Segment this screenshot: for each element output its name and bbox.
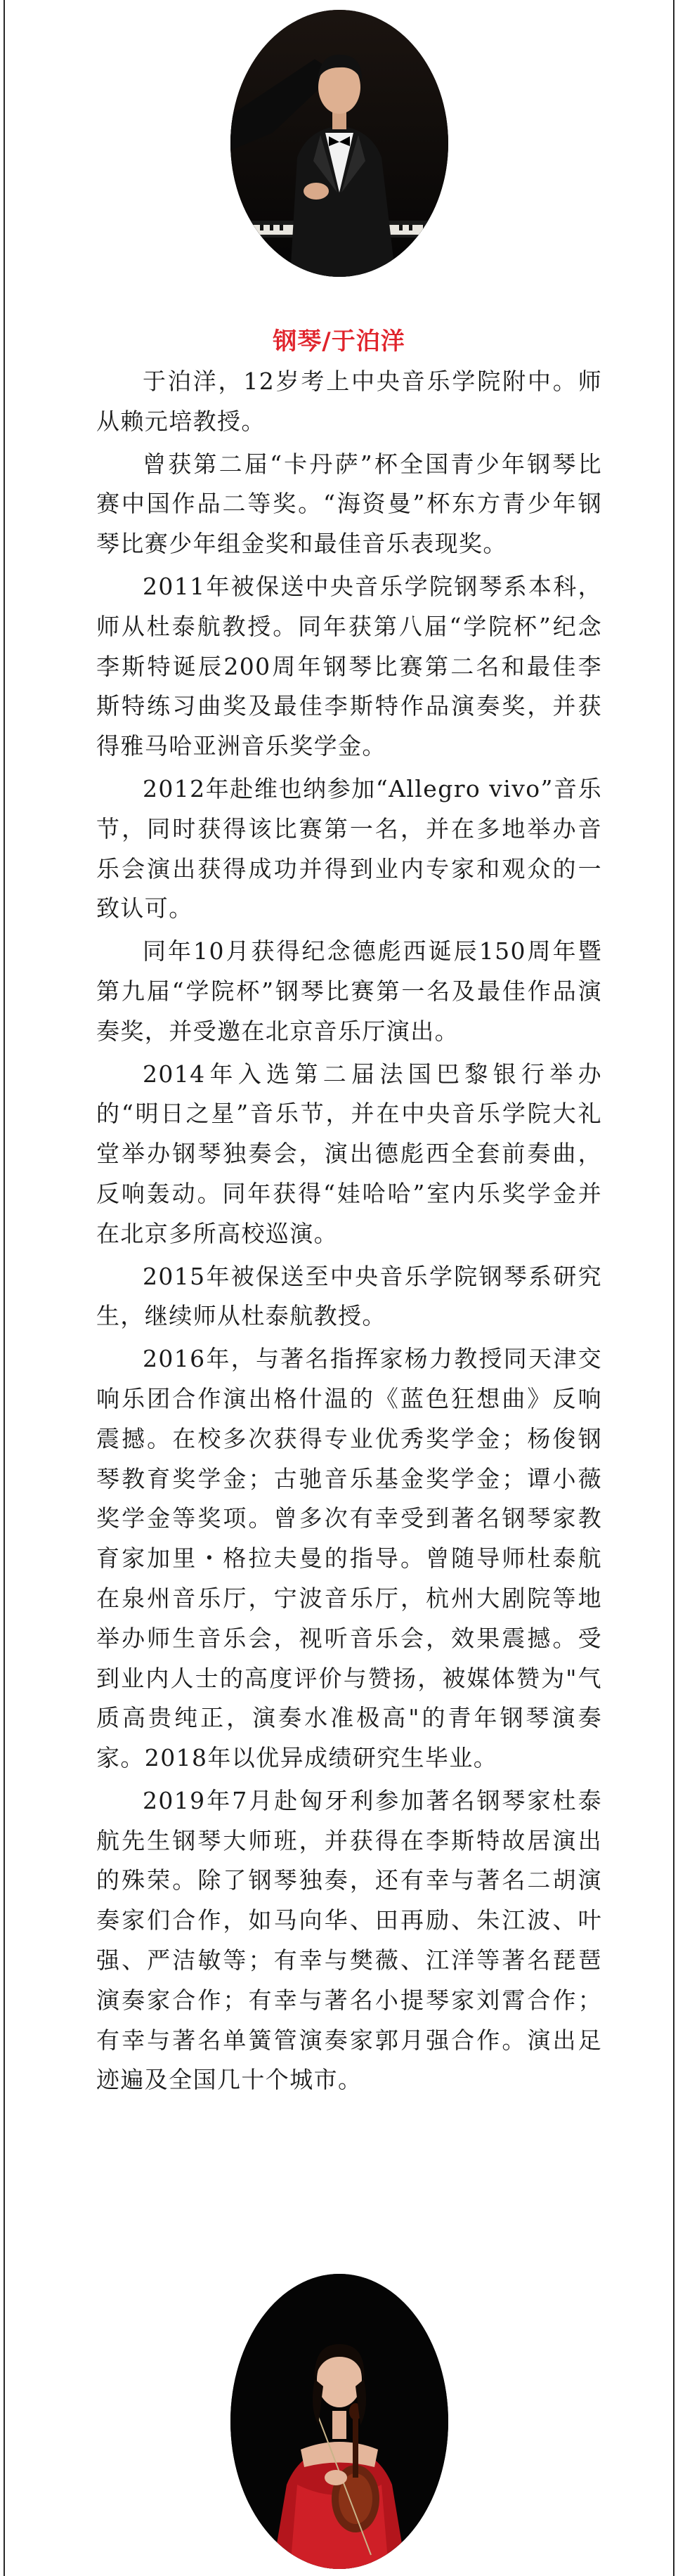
bio-paragraph-9: 2019年7月赴匈牙利参加著名钢琴家杜泰航先生钢琴大师班，并获得在李斯特故居演出的殊荣。除了钢琴独奏，还有幸与著名二胡演奏家们合作，如马向华、田再励、朱江波、叶强、严洁敏等；有幸与樊薇、江洋等著名琵琶演奏家合作；有幸与著名小提琴家刘霄合作；有幸与著名单簧管演奏家郭月强合作。演出足迹遍及全国几十个城市。 xyxy=(96,1786,602,2094)
bio-paragraph-1: 于泊洋，12岁考上中央音乐学院附中。师从赖元培教授。 xyxy=(96,367,602,435)
violinist-portrait xyxy=(230,2274,448,2569)
bio-paragraph-7: 2015年被保送至中央音乐学院钢琴系研究生，继续师从杜泰航教授。 xyxy=(96,1262,602,1330)
biography-text xyxy=(96,362,602,2103)
bio-paragraph-8: 2016年，与著名指挥家杨力教授同天津交响乐团合作演出格什温的《蓝色狂想曲》反响震撼。在校多次获得专业优秀奖学金；杨俊钢琴教育奖学金；古驰音乐基金奖学金；谭小薇奖学金等奖项。曾多次有幸受到著名钢琴家教育家加里・格拉夫曼的指导。曾随导师杜泰航在泉州音乐厅，宁波音乐厅，杭州大剧院等地举办师生音乐会，视听音乐会，效果震撼。受到业内人士的高度评价与赞扬，被媒体赞为"气质高贵纯正，演奏水准极高"的青年钢琴演奏家。2018年以优异成绩研究生毕业。 xyxy=(96,1345,602,1772)
bio-paragraph-6: 2014年入选第二届法国巴黎银行举办的“明日之星”音乐节，并在中央音乐学院大礼堂举办钢琴独奏会，演出德彪西全套前奏曲，反响轰动。同年获得“娃哈哈”室内乐奖学金并在北京多所高校巡演。 xyxy=(96,1060,602,1247)
performer-caption: 钢琴/于泊洋 xyxy=(273,327,405,356)
pianist-portrait xyxy=(230,10,448,277)
bio-paragraph-5: 同年10月获得纪念德彪西诞辰150周年暨第九届“学院杯”钢琴比赛第一名及最佳作品演奏奖，并受邀在北京音乐厅演出。 xyxy=(96,937,602,1045)
bio-paragraph-4: 2012年赴维也纳参加“Allegro vivo”音乐节，同时获得该比赛第一名，并在多地举办音乐会演出获得成功并得到业内专家和观众的一致认可。 xyxy=(96,774,602,923)
bio-paragraph-2: 曾获第二届“卡丹萨”杯全国青少年钢琴比赛中国作品二等奖。“海资曼”杯东方青少年钢琴比赛少年组金奖和最佳音乐表现奖。 xyxy=(96,450,602,558)
page-frame xyxy=(4,0,674,2576)
bio-paragraph-3: 2011年被保送中央音乐学院钢琴系本科，师从杜泰航教授。同年获第八届“学院杯”纪念李斯特诞辰200周年钢琴比赛第二名和最佳李斯特练习曲奖及最佳李斯特作品演奏奖，并获得雅马哈亚洲音乐奖学金。 xyxy=(96,572,602,760)
